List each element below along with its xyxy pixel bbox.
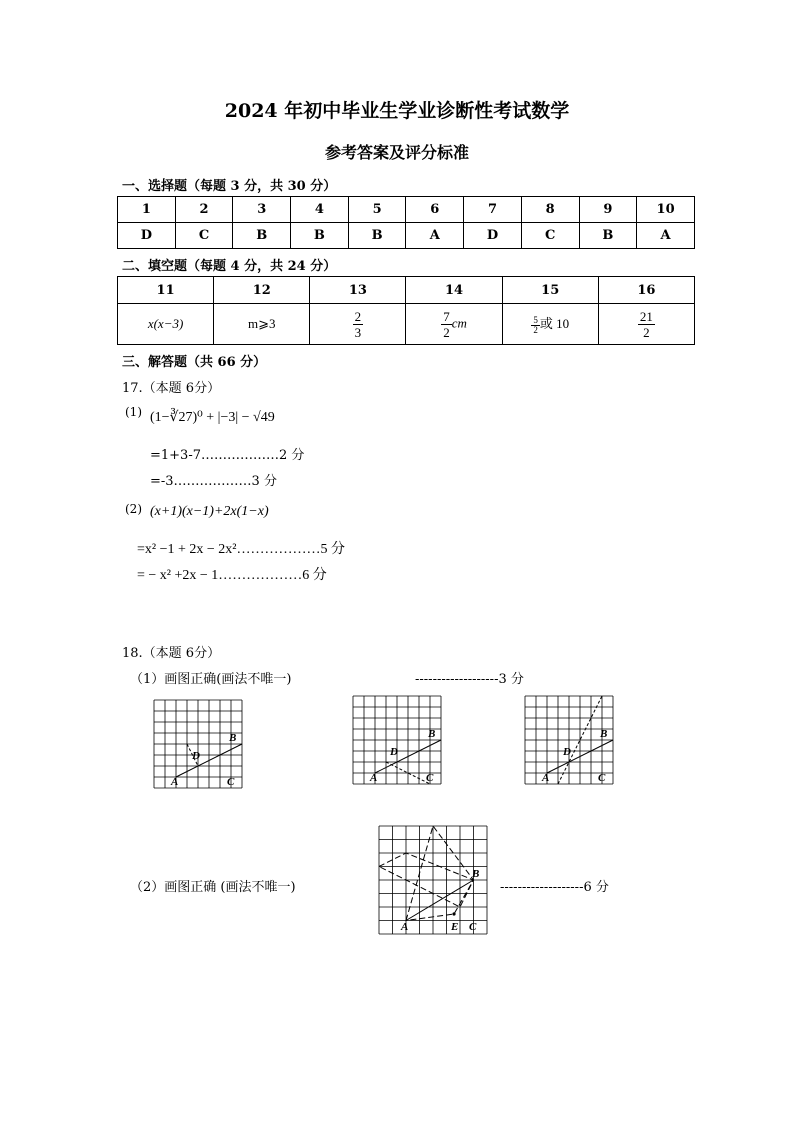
q17-part1-expression: (1−∛27)⁰ + |−3| − √49 — [150, 410, 275, 425]
answer-12-expr: m⩾3 — [247, 316, 276, 331]
choice-number: 2 — [175, 197, 233, 223]
grid-lines — [353, 696, 441, 784]
q18-part1-text: （1）画图正确(画法不唯一) — [130, 672, 292, 687]
point-e — [452, 912, 455, 915]
grid-lines — [525, 696, 613, 784]
answer-12 — [214, 304, 310, 345]
label-b: B — [428, 728, 436, 740]
q17-part1-step2: =-3………………3 分 — [150, 474, 277, 489]
numerator: 7 — [443, 308, 450, 324]
label-b: B — [229, 732, 237, 744]
numerator: 2 — [354, 308, 362, 324]
choice-answer-table — [117, 196, 695, 249]
answer-13-fraction — [353, 309, 364, 340]
choice-answer-row — [118, 223, 695, 249]
q18-part1-score: -------------------3 分 — [415, 672, 524, 687]
section1-heading: 一、选择题（每题 3 分，共 30 分） — [122, 179, 337, 194]
choice-answer: C — [521, 223, 579, 249]
answer-14-unit: cm — [451, 314, 467, 330]
q17-part2-label: (2) — [125, 502, 142, 516]
section3-heading: 三、解答题（共 66 分） — [122, 355, 267, 370]
answer-15 — [502, 304, 598, 345]
choice-number: 4 — [291, 197, 349, 223]
dashed-square-2 — [406, 826, 474, 921]
choice-number: 8 — [521, 197, 579, 223]
numerator: 21 — [639, 308, 653, 324]
choice-number: 7 — [464, 197, 522, 223]
fill-answer-table — [117, 276, 695, 345]
q17-part1-label: (1) — [125, 405, 142, 419]
fill-number: 16 — [598, 277, 694, 304]
choice-number: 3 — [233, 197, 291, 223]
label-c: C — [598, 772, 606, 784]
answer-16 — [598, 304, 694, 345]
numerator: 5 — [533, 314, 538, 325]
q17-part2-expression: (x+1)(x−1)+2x(1−x) — [150, 504, 269, 519]
choice-number: 10 — [637, 197, 695, 223]
fill-number: 14 — [406, 277, 502, 304]
segment-ab — [406, 880, 474, 921]
choice-answer: B — [348, 223, 406, 249]
grid-lines — [154, 700, 242, 788]
label-d: D — [390, 746, 398, 758]
fill-answer-row — [118, 304, 695, 345]
choice-answer: D — [118, 223, 176, 249]
q18-part2-score: -------------------6 分 — [500, 880, 609, 895]
fill-number-row — [118, 277, 695, 304]
fill-number: 13 — [310, 277, 406, 304]
label-a: A — [542, 772, 550, 784]
page-subtitle: 参考答案及评分标准 — [324, 143, 469, 162]
label-d: D — [192, 750, 200, 762]
grid-lines — [379, 826, 487, 934]
answer-14 — [406, 304, 502, 345]
answer-13 — [310, 304, 406, 345]
denominator: 2 — [533, 324, 538, 335]
label-b: B — [472, 868, 480, 880]
choice-answer: B — [233, 223, 291, 249]
q18-part2-text: （2）画图正确 (画法不唯一) — [130, 880, 296, 895]
answer-14-fraction — [441, 309, 452, 340]
denominator: 2 — [443, 324, 450, 340]
choice-number: 5 — [348, 197, 406, 223]
answer-11 — [118, 304, 214, 345]
label-b: B — [600, 728, 608, 740]
label-c: C — [469, 921, 477, 933]
grid-figure-3 — [525, 696, 613, 784]
choice-answer: C — [175, 223, 233, 249]
choice-answer: A — [406, 223, 464, 249]
label-a: A — [401, 921, 409, 933]
label-c: C — [227, 776, 235, 788]
choice-answer: B — [291, 223, 349, 249]
q17-part1-step1: =1+3-7………………2 分 — [150, 448, 305, 463]
grid-figure-1 — [154, 700, 242, 788]
label-e: E — [451, 921, 459, 933]
choice-answer: A — [637, 223, 695, 249]
choice-number-row — [118, 197, 695, 223]
choice-number: 9 — [579, 197, 637, 223]
choice-answer: B — [579, 223, 637, 249]
q18-title: 18.（本题 6分） — [122, 646, 221, 661]
page-title: 2024 年初中毕业生学业诊断性考试数学 — [224, 100, 570, 122]
choice-answer: D — [464, 223, 522, 249]
label-d: D — [563, 746, 571, 758]
label-a: A — [171, 776, 179, 788]
fill-number: 11 — [118, 277, 214, 304]
answer-15-rest: 或 10 — [539, 316, 570, 332]
grid-figure-4 — [379, 826, 487, 934]
q17-title: 17.（本题 6分） — [122, 381, 221, 396]
answer-16-fraction — [638, 309, 655, 340]
label-c: C — [426, 772, 434, 784]
answer-11-expr: x(x−3) — [147, 316, 184, 331]
label-a: A — [370, 772, 378, 784]
denominator: 3 — [354, 324, 362, 340]
fill-number: 15 — [502, 277, 598, 304]
q17-part2-step1: =x² −1 + 2x − 2x²………………5 分 — [137, 542, 345, 557]
section2-heading: 二、填空题（每题 4 分，共 24 分） — [122, 259, 337, 274]
answer-15-fraction — [531, 316, 540, 335]
grid-figure-2 — [353, 696, 441, 784]
choice-number: 6 — [406, 197, 464, 223]
q17-part2-step2: = − x² +2x − 1………………6 分 — [137, 568, 327, 583]
choice-number: 1 — [118, 197, 176, 223]
denominator: 2 — [643, 324, 650, 340]
fill-number: 12 — [214, 277, 310, 304]
